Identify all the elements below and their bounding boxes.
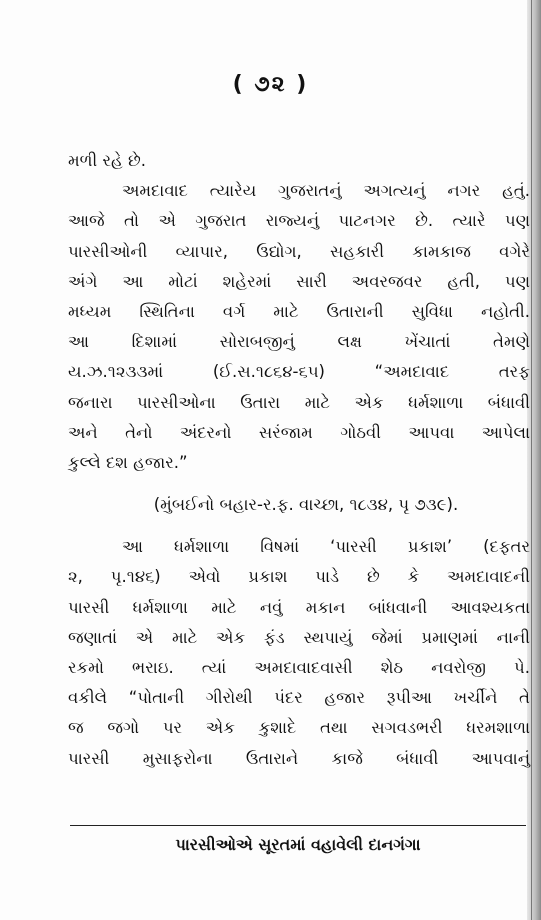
text-line: જનારા પારસીઓના ઉતારા માટે એક ધર્મશાળા બંધાવી: [68, 392, 530, 412]
text-line: ય.ઝ.૧૨૩૩માં (ઈ.સ.૧૮૬૪-૬૫) “અમદાવાદ તરફ: [68, 362, 530, 382]
citation-line: (મુંબઈનો બહાર-ર.ફ. વાચ્છા, ૧૮૩૪, પૃ ૭૩૯).: [153, 495, 459, 515]
text-line: ૨, પૃ.૧૪૬) એવો પ્રકાશ પાડે છે કે અમદાવાદની: [68, 567, 530, 587]
text-line: જણાતાં એ માટે એક ફંડ સ્થપાયું જેમાં પ્રમાણમાં નાની: [68, 627, 530, 647]
text-line: કુલ્લે દશ હજાર.”: [68, 452, 188, 472]
text-line: રકમો ભરાઇ. ત્યાં અમદાવાદવાસી શેઠ નવરોજી પે.: [68, 658, 530, 677]
text-line: આજે તો એ ગુજરાત રાજ્યનું પાટનગર છે. ત્યારે પણ: [68, 211, 530, 231]
text-line: પારસી મુસાફરોના ઉતારાને કાજે બંધાવી આપવાનું: [68, 748, 530, 768]
text-line: પારસી ધર્મશાળા માટે નવું મકાન બાંધવાની આવશ્યકતા: [68, 597, 530, 617]
page-number: ( ૭૨ ): [232, 72, 309, 97]
paragraph-gap: [68, 478, 530, 490]
text-line: પારસીઓની વ્યાપાર, ઉદ્યોગ, સહકારી કામકાજ વગેરે: [68, 241, 530, 261]
text-line: અને તેનો અંદરનો સરંજામ ગોઠવી આપવા આપેલા: [68, 422, 530, 442]
text-line: મધ્યમ સ્થિતિના વર્ગ માટે ઉતારાની સુવિધા નહોતી.: [68, 301, 530, 321]
text-line: મળી રહે છે.: [68, 151, 146, 170]
text-line: જ જગો પર એક કુશાદે તથા સગવડભરી ધરમશાળા: [68, 718, 530, 738]
text-line: અમદાવાદ ત્યારેય ગુજરાતનું અગત્યનું નગર હતું.: [122, 181, 530, 201]
text-line: અંગે આ મોટાં શહેરમાં સારી અવરજવર હતી, પણ: [68, 271, 530, 291]
text-line: આ દિશામાં સોરાબજીનું લક્ષ ખેંચાતાં તેમણે: [68, 332, 530, 352]
page-edge-line: [531, 0, 532, 920]
text-line: વકીલે “પોતાની ગીરોથી પંદર હજાર રૂપીઆ ખર્ચીને તે: [68, 688, 530, 708]
footer-rule: [70, 825, 526, 826]
paragraph-gap: [68, 520, 530, 532]
body-text: [68, 146, 530, 774]
text-line: આ ધર્મશાળા વિષમાં ‘પારસી પ્રકાશ’ (દફતર: [122, 537, 530, 557]
footer-title: પારસીઓએ સૂરતમાં વહાવેલી દાનગંગા: [175, 835, 421, 854]
